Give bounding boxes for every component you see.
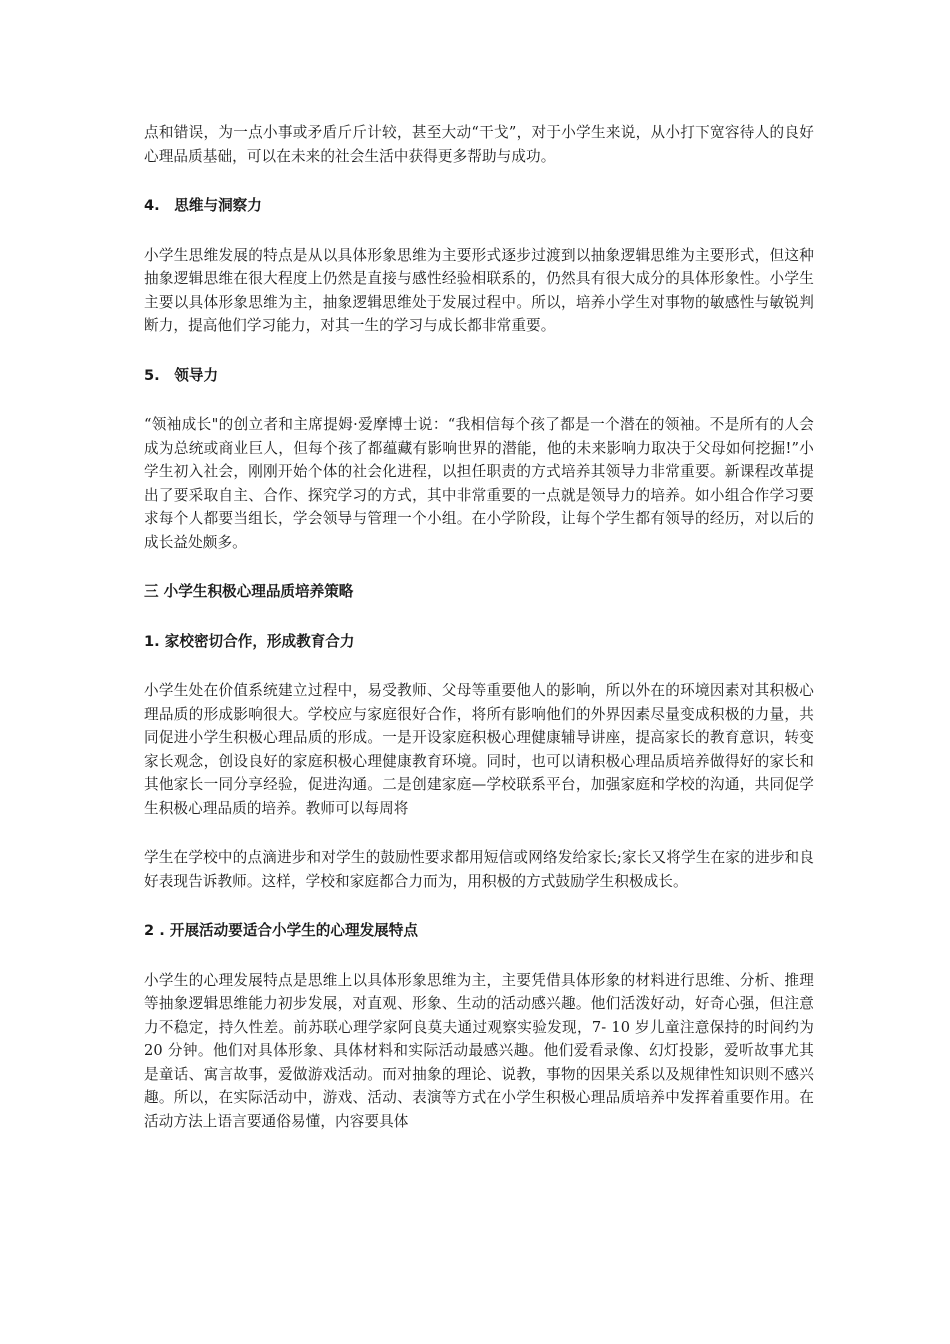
paragraph-thinking: 小学生思维发展的特点是从以具体形象思维为主要形式逐步过渡到以抽象逻辑思维为主要形式，但这种抽象逻辑思维在很大程度上仍然是直接与感性经验相联系的，仍然具有很大成分的具体形象性。小学生主要以具体形象思维为主，抽象逻辑思维处于发展过程中。所以，培养小学生对事物的敏感性与敏锐判断力，提高他们学习能力，对其一生的学习与成长都非常重要。 [144, 246, 814, 334]
heading-section-three: 三 小学生积极心理品质培养策略 [144, 583, 354, 600]
paragraph-leadership: “领袖成长"的创立者和主席提姆·爱摩博士说：“我相信每个孩了都是一个潜在的领袖。不是所有的人会成为总统或商业巨人，但每个孩了都蕴藏有影响世界的潜能，他的未来影响力取决于父母如何挖掘!”小学生初入社会，刚刚开始个体的社会化进程，以担任职责的方式培养其领导力非常重要。新课程改革提出了要采取自主、合作、探究学习的方式，其中非常重要的一点就是领导力的培养。如小组合作学习要求每个人都要当组长，学会领导与管理一个小组。在小学阶段，让每个学生都有领导的经历，对以后的成长益处颇多。 [144, 416, 814, 551]
paragraph-activities: 小学生的心理发展特点是思维上以具体形象思维为主，主要凭借具体形象的材料进行思维、分析、推理等抽象逻辑思维能力初步发展，对直观、形象、生动的活动感兴趣。他们活泼好动，好奇心强，但注意力不稳定，持久性差。前苏联心理学家阿良莫夫通过观察实验发现，7- 10 岁儿童注意保持的时间约为 20 分钟。他们对具体形象、具体材料和实际活动最感兴趣。他们爱看录像、幻灯投影，爱听故事尤其是童话、寓言故事，爱做游戏活动。而对抽象的理论、说教，事物的因果关系以及规律性知识则不感兴趣。所以，在实际活动中，游戏、活动、表演等方式在小学生积极心理品质培养中发挥着重要作用。在活动方法上语言要通俗易懂，内容要具体 [144, 971, 814, 1130]
document-page [144, 121, 814, 1133]
paragraph-home-school: 小学生处在价值系统建立过程中，易受教师、父母等重要他人的影响，所以外在的环境因素对其积极心理品质的形成影响很大。学校应与家庭很好合作，将所有影响他们的外界因素尽量变成积极的力量，共同促进小学生积极心理品质的形成。一是开设家庭积极心理健康辅导讲座，提高家长的教育意识，转变家长观念，创设良好的家庭积极心理健康教育环境。同时，也可以请积极心理品质培养做得好的家长和其他家长一同分享经验，促进沟通。二是创建家庭—学校联系平台，加强家庭和学校的沟通，共同促学生积极心理品质的培养。教师可以每周将 [144, 682, 814, 817]
heading-thinking-insight: 4. 思维与洞察力 [144, 197, 262, 214]
paragraph-tolerance-end: 点和错误，为一点小事或矛盾斤斤计较，甚至大动“干戈”，对于小学生来说，从小打下宽容待人的良好心理品质基础，可以在未来的社会生活中获得更多帮助与成功。 [144, 124, 814, 165]
heading-activities: 2 . 开展活动要适合小学生的心理发展特点 [144, 922, 418, 939]
heading-leadership: 5. 领导力 [144, 366, 219, 384]
heading-home-school: 1. 家校密切合作，形成教育合力 [144, 632, 355, 650]
paragraph-home-school-cont: 学生在学校中的点滴进步和对学生的鼓励性要求都用短信或网络发给家长;家长又将学生在家的进步和良好表现告诉教师。这样，学校和家庭都合力而为，用积极的方式鼓励学生积极成长。 [144, 849, 814, 890]
